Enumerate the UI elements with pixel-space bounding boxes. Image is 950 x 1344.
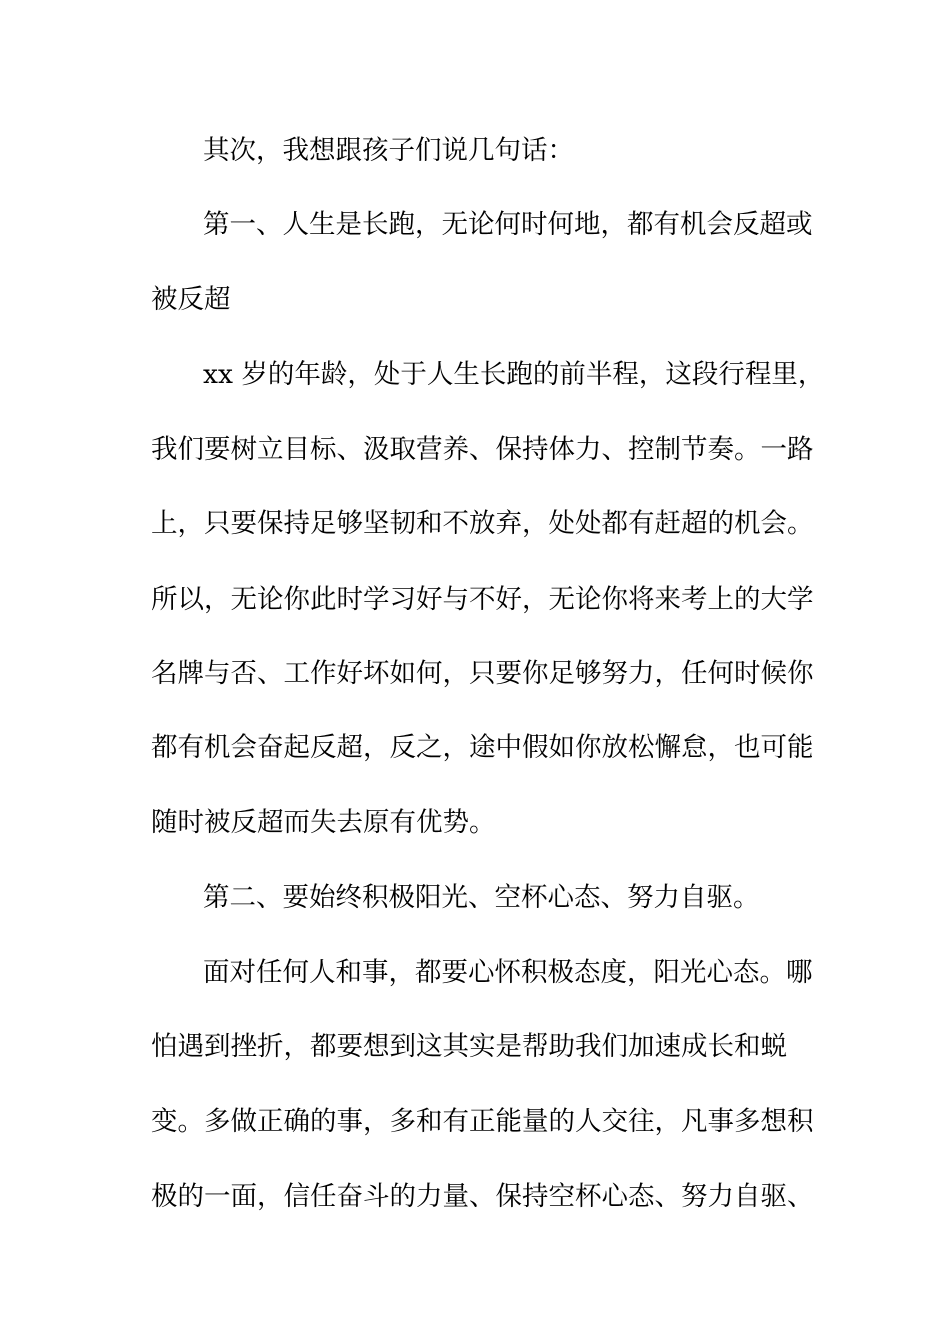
paragraph-line: 其次，我想跟孩子们说几句话： xyxy=(203,135,574,166)
paragraph-line: 随时被反超而失去原有优势。 xyxy=(151,807,496,838)
paragraph-line: 都有机会奋起反超，反之，途中假如你放松懈怠，也可能 xyxy=(151,732,814,763)
paragraph-line: 名牌与否、工作好坏如何，只要你足够努力，任何时候你 xyxy=(151,658,814,689)
paragraph-line: 第二、要始终积极阳光、空杯心态、努力自驱。 xyxy=(203,882,760,913)
paragraph-line: 上，只要保持足够坚韧和不放弃，处处都有赶超的机会。 xyxy=(151,508,814,539)
paragraph-line: 变。多做正确的事，多和有正能量的人交往，凡事多想积 xyxy=(151,1106,814,1137)
paragraph-line: 第一、人生是长跑，无论何时何地，都有机会反超或 xyxy=(203,209,813,240)
paragraph-line: 我们要树立目标、汲取营养、保持体力、控制节奏。一路 xyxy=(151,434,814,465)
paragraph-line: 面对任何人和事，都要心怀积极态度，阳光心态。哪 xyxy=(203,957,813,988)
paragraph-line: 被反超 xyxy=(151,284,231,315)
paragraph-line: 极的一面，信任奋斗的力量、保持空杯心态、努力自驱、 xyxy=(151,1181,814,1212)
paragraph-line: 所以，无论你此时学习好与不好，无论你将来考上的大学 xyxy=(151,584,814,615)
paragraph-line: 怕遇到挫折，都要想到这其实是帮助我们加速成长和蜕 xyxy=(151,1031,787,1062)
paragraph-line: xx 岁的年龄，处于人生长跑的前半程，这段行程里， xyxy=(203,359,825,390)
